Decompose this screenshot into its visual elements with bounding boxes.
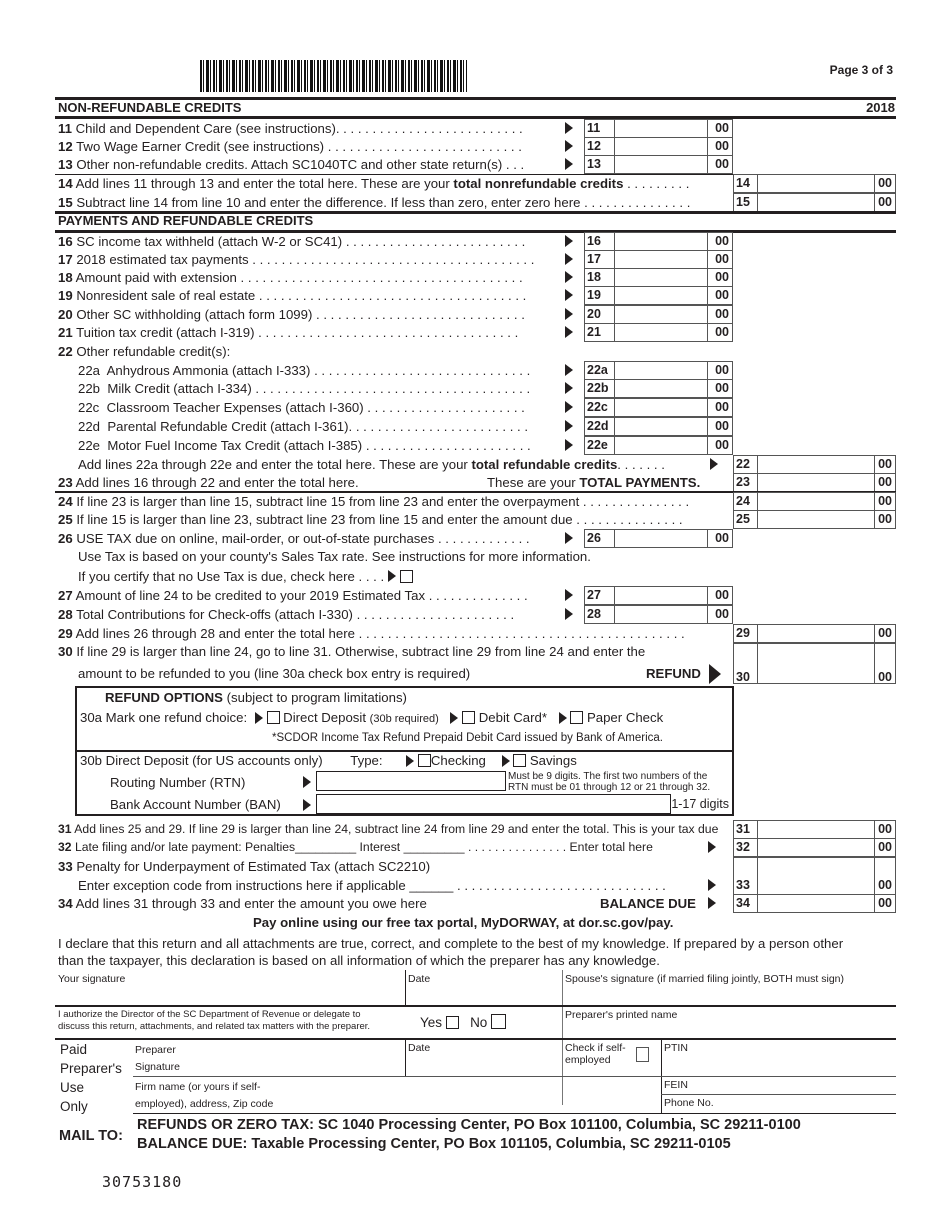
line-16: 16 SC income tax withheld (attach W-2 or SC41) . . . . . . . . . . . . . . . . . . . . . . . . .: [58, 234, 526, 249]
line-14: 14 Add lines 11 through 13 and enter the total here. These are your total nonrefundable credits . . . . . . . . .: [58, 176, 690, 191]
arrow-icon: [565, 401, 573, 413]
arrow-icon: [708, 897, 716, 909]
line-25: 25 If line 15 is larger than line 23, subtract line 23 from line 15 and enter the amount due . . . . . . . . . . . . . . .: [58, 512, 683, 527]
line-25-field[interactable]: 25 00: [733, 510, 896, 529]
arrow-icon: [565, 253, 573, 265]
line-23: 23 Add lines 16 through 22 and enter the total here.: [58, 475, 359, 490]
arrow-icon: [710, 458, 718, 470]
line-22c-field[interactable]: 22c 00: [584, 398, 733, 417]
paid-preparer-label: Paid Preparer's Use Only: [60, 1042, 122, 1114]
divider: [405, 1040, 406, 1076]
line-12-field[interactable]: 12 00: [584, 137, 733, 156]
your-signature-label: Your signature: [58, 973, 126, 985]
line-22c: 22c Classroom Teacher Expenses (attach I-360) . . . . . . . . . . . . . . . . . . . . . .: [78, 400, 525, 415]
line-32: 32 Late filing and/or late payment: Penalties_________ Interest _________ . . . . . . . . . . . . . . . Enter total here: [58, 840, 653, 854]
line-30a: 30a Mark one refund choice: Direct Deposit (30b required) Debit Card* Paper Check: [80, 710, 664, 725]
balance-due-label: BALANCE DUE: [600, 896, 696, 911]
divider: [55, 1038, 896, 1040]
authorize-yes-checkbox[interactable]: [446, 1016, 459, 1029]
firm-name-label: Firm name (or yours if self- employed), address, Zip code: [135, 1081, 274, 1110]
declaration-text-1: I declare that this return and all attachments are true, correct, and complete to the best of my knowledge. If prepared by a person other: [58, 936, 844, 951]
line-13-field[interactable]: 13 00: [584, 155, 733, 174]
declaration-text-2: than the taxpayer, this declaration is based on all information of which the preparer has any knowledge.: [58, 953, 660, 968]
arrow-icon: [708, 879, 716, 891]
divider: [133, 1076, 896, 1077]
line-18: 18 Amount paid with extension . . . . . . . . . . . . . . . . . . . . . . . . . . . . . . . . . . . . . . .: [58, 270, 523, 285]
line-30b: 30b Direct Deposit (for US accounts only) Type: Checking Savings: [80, 753, 577, 768]
line-22e-field[interactable]: 22e 00: [584, 436, 733, 455]
authorize-text: I authorize the Director of the SC Department of Revenue or delegate to discuss this return, attachments, and related tax matters with the preparer.: [58, 1009, 371, 1032]
line-21: 21 Tuition tax credit (attach I-319) . . . . . . . . . . . . . . . . . . . . . . . . . . . . . . . . . . . .: [58, 325, 519, 340]
line-22b: 22b Milk Credit (attach I-334) . . . . . . . . . . . . . . . . . . . . . . . . . . . . . . . . . . . . . .: [78, 381, 531, 396]
line-22a: 22a Anhydrous Ammonia (attach I-333) . . . . . . . . . . . . . . . . . . . . . . . . . . . . . .: [78, 363, 531, 378]
line-26-field[interactable]: 26 00: [584, 529, 733, 548]
arrow-icon: [565, 140, 573, 152]
ptin-label: PTIN: [664, 1042, 688, 1054]
line-24-field[interactable]: 24 00: [733, 492, 896, 511]
line-22-total: Add lines 22a through 22e and enter the total here. These are your total refundable credits. . . . . . .: [78, 457, 665, 472]
bank-account-number-input[interactable]: [316, 794, 671, 814]
ban-label: Bank Account Number (BAN): [110, 797, 281, 812]
divider: [133, 1113, 896, 1114]
line-22e: 22e Motor Fuel Income Tax Credit (attach I-385) . . . . . . . . . . . . . . . . . . . . . . .: [78, 438, 531, 453]
line-14-field[interactable]: 14 00: [733, 174, 896, 193]
spouse-signature-label: Spouse's signature (if married filing jointly, BOTH must sign): [565, 973, 844, 985]
barcode: [200, 60, 467, 92]
divider: [661, 1040, 662, 1114]
line-12: 12 Two Wage Earner Credit (see instructions) . . . . . . . . . . . . . . . . . . . . . . . . . . .: [58, 139, 522, 154]
line-23-total-payments: These are your TOTAL PAYMENTS.: [487, 475, 701, 490]
rtn-note: Must be 9 digits. The first two numbers of the RTN must be 01 through 12 or 21 through 32.: [508, 771, 711, 793]
arrow-icon: [708, 841, 716, 853]
line-15: 15 Subtract line 14 from line 10 and enter the difference. If less than zero, enter zero here . . . . . . . . . . . . . . .: [58, 195, 691, 210]
form-code: 30753180: [102, 1173, 183, 1191]
debit-card-checkbox[interactable]: [462, 711, 475, 724]
line-20-field[interactable]: 20 00: [584, 305, 733, 324]
line-28-field[interactable]: 28 00: [584, 605, 733, 624]
checking-checkbox[interactable]: [418, 754, 431, 767]
arrow-icon: [565, 326, 573, 338]
arrow-icon: [565, 608, 573, 620]
refund-label: REFUND: [646, 666, 701, 681]
paper-check-checkbox[interactable]: [570, 711, 583, 724]
arrow-icon: [709, 664, 721, 684]
arrow-icon: [303, 799, 311, 811]
section-title-nonrefundable: NON-REFUNDABLE CREDITS: [58, 100, 242, 115]
divider: [77, 750, 732, 752]
line-11: 11 Child and Dependent Care (see instructions). . . . . . . . . . . . . . . . . . . . . . . . . .: [58, 121, 523, 136]
line-27: 27 Amount of line 24 to be credited to your 2019 Estimated Tax . . . . . . . . . . . . . .: [58, 588, 528, 603]
form-year: 2018: [866, 100, 895, 115]
line-20: 20 Other SC withholding (attach form 1099) . . . . . . . . . . . . . . . . . . . . . . . . . . . . .: [58, 307, 525, 322]
arrow-icon: [565, 308, 573, 320]
line-23-field[interactable]: 23 00: [733, 473, 896, 492]
page-number: Page 3 of 3: [829, 63, 893, 77]
line-31-field[interactable]: 31 00: [733, 820, 896, 839]
line-22d: 22d Parental Refundable Credit (attach I-361). . . . . . . . . . . . . . . . . . . . . . . . .: [78, 419, 529, 434]
preparer-date-label: Date: [408, 1042, 431, 1054]
mail-to-balance-due: BALANCE DUE: Taxable Processing Center, PO Box 101105, Columbia, SC 29211-0105: [137, 1136, 731, 1152]
arrow-icon: [565, 382, 573, 394]
arrow-icon: [565, 364, 573, 376]
line-16-field[interactable]: 16 00: [584, 232, 733, 251]
mail-to-label: MAIL TO:: [59, 1128, 123, 1144]
line-21-field[interactable]: 21 00: [584, 323, 733, 342]
arrow-icon: [565, 532, 573, 544]
arrow-icon: [565, 235, 573, 247]
line-32-field[interactable]: 32 00: [733, 838, 896, 857]
arrow-icon: [255, 712, 263, 724]
arrow-icon: [565, 122, 573, 134]
line-34: 34 Add lines 31 through 33 and enter the amount you owe here: [58, 896, 427, 911]
refund-options-panel: [75, 686, 734, 816]
arrow-icon: [565, 158, 573, 170]
line-33-exception: Enter exception code from instructions here if applicable ______ . . . . . . . . . . . . . . . . . . . . . . . . . . . . .: [78, 878, 666, 893]
line-22d-field[interactable]: 22d 00: [584, 417, 733, 436]
line-19-field[interactable]: 19 00: [584, 286, 733, 305]
arrow-icon: [502, 755, 510, 767]
self-employed-label: Check if self- employed: [565, 1042, 626, 1066]
arrow-icon: [565, 289, 573, 301]
arrow-icon: [303, 776, 311, 788]
preparer-printed-name-label: Preparer's printed name: [565, 1009, 678, 1021]
line-24: 24 If line 23 is larger than line 15, subtract line 15 from line 23 and enter the overpayment . . . . . . . . . . . . . . .: [58, 494, 690, 509]
direct-deposit-checkbox[interactable]: [267, 711, 280, 724]
line-30-field[interactable]: 30 00: [733, 643, 896, 684]
refund-options-title: REFUND OPTIONS (subject to program limitations): [105, 690, 407, 705]
arrow-icon: [406, 755, 414, 767]
section-title-payments: PAYMENTS AND REFUNDABLE CREDITS: [58, 213, 314, 228]
line-22-field[interactable]: 22 00: [733, 455, 896, 474]
self-employed-checkbox[interactable]: [636, 1047, 649, 1062]
use-tax-certify: If you certify that no Use Tax is due, check here . . . .: [78, 567, 413, 586]
line-33-field[interactable]: 33 00: [733, 857, 896, 895]
no-use-tax-checkbox[interactable]: [400, 570, 413, 583]
line-29: 29 Add lines 26 through 28 and enter the total here . . . . . . . . . . . . . . . . . . . . . . . . . . . . . . . . . . . . . . . . . . . . .: [58, 626, 685, 641]
line-19: 19 Nonresident sale of real estate . . . . . . . . . . . . . . . . . . . . . . . . . . . . . . . . . . . . .: [58, 288, 527, 303]
arrow-icon: [388, 570, 396, 582]
line-11-field[interactable]: 11 00: [584, 119, 733, 138]
debit-card-footnote: *SCDOR Income Tax Refund Prepaid Debit Card issued by Bank of America.: [272, 732, 663, 744]
line-29-field[interactable]: 29 00: [733, 624, 896, 643]
line-22a-field[interactable]: 22a 00: [584, 361, 733, 380]
line-22-label: 22 Other refundable credit(s):: [58, 344, 231, 359]
arrow-icon: [565, 271, 573, 283]
line-22b-field[interactable]: 22b 00: [584, 379, 733, 398]
routing-number-input[interactable]: [316, 771, 506, 791]
authorize-yes-no: Yes No: [420, 1014, 506, 1030]
authorize-no-checkbox[interactable]: [491, 1014, 506, 1029]
arrow-icon: [565, 589, 573, 601]
ban-note: 1-17 digits: [671, 797, 729, 811]
rtn-label: Routing Number (RTN): [110, 775, 246, 790]
line-26: 26 USE TAX due on online, mail-order, or out-of-state purchases . . . . . . . . . . . . .: [58, 531, 530, 546]
line-31: 31 Add lines 25 and 29. If line 29 is larger than line 24, subtract line 24 from line 29 and enter the total. This is your tax due: [58, 822, 719, 836]
line-15-field[interactable]: 15 00: [733, 193, 896, 212]
divider: [661, 1094, 896, 1095]
pay-online-note: Pay online using our free tax portal, MyDORWAY, at dor.sc.gov/pay.: [253, 915, 674, 930]
mail-to-refunds: REFUNDS OR ZERO TAX: SC 1040 Processing Center, PO Box 101100, Columbia, SC 29211-0100: [137, 1117, 801, 1133]
arrow-icon: [565, 420, 573, 432]
fein-label: FEIN: [664, 1079, 688, 1091]
line-17: 17 2018 estimated tax payments . . . . . . . . . . . . . . . . . . . . . . . . . . . . . . . . . . . . . . .: [58, 252, 535, 267]
line-27-field[interactable]: 27 00: [584, 586, 733, 605]
divider: [405, 970, 406, 1006]
line-18-field[interactable]: 18 00: [584, 268, 733, 287]
line-28: 28 Total Contributions for Check-offs (attach I-330) . . . . . . . . . . . . . . . . . . . . . .: [58, 607, 515, 622]
line-33-text: 33 Penalty for Underpayment of Estimated Tax (attach SC2210): [58, 859, 431, 874]
divider: [55, 1005, 896, 1007]
line-30-text2: amount to be refunded to you (line 30a check box entry is required): [78, 666, 471, 681]
use-tax-note: Use Tax is based on your county's Sales Tax rate. See instructions for more information.: [78, 549, 591, 564]
line-13: 13 Other non-refundable credits. Attach SC1040TC and other state return(s) . . .: [58, 157, 525, 172]
arrow-icon: [565, 439, 573, 451]
line-34-field[interactable]: 34 00: [733, 894, 896, 913]
savings-checkbox[interactable]: [513, 754, 526, 767]
date-label: Date: [408, 973, 431, 985]
phone-label: Phone No.: [664, 1097, 714, 1109]
preparer-signature-label: Preparer Signature: [135, 1044, 180, 1073]
line-17-field[interactable]: 17 00: [584, 250, 733, 269]
arrow-icon: [450, 712, 458, 724]
arrow-icon: [559, 712, 567, 724]
line-30-text: 30 If line 29 is larger than line 24, go to line 31. Otherwise, subtract line 29 from line 24 and enter the: [58, 644, 646, 659]
